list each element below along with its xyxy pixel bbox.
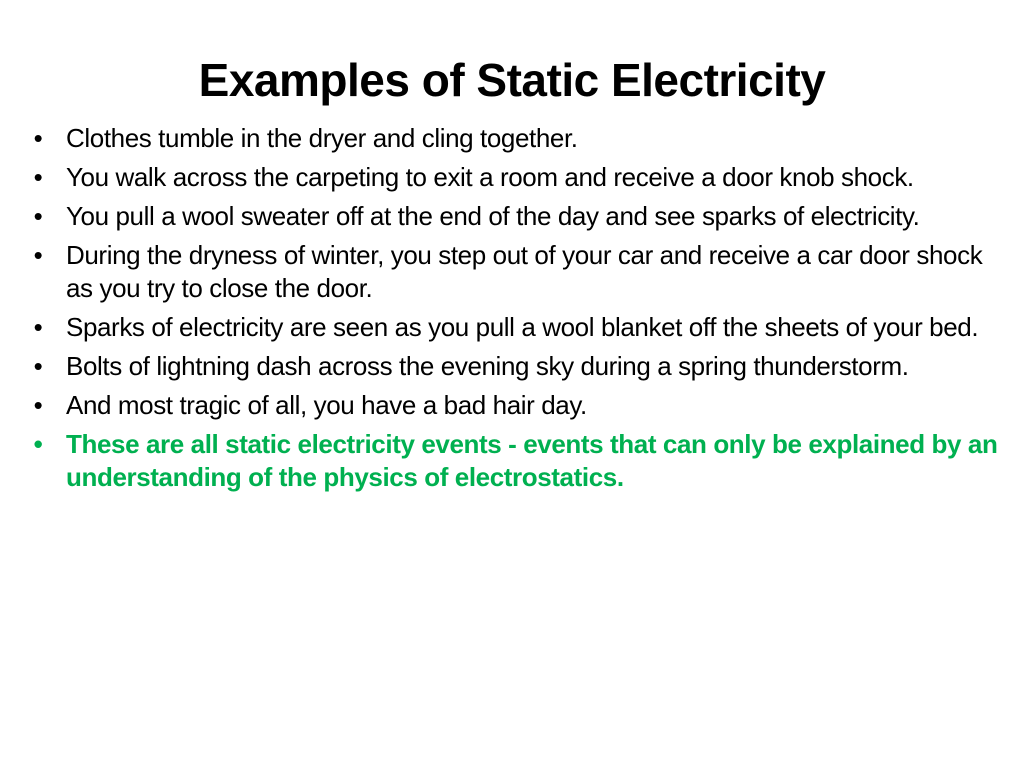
bullet-text: You pull a wool sweater off at the end of the day and see sparks of electricity. — [66, 201, 920, 231]
slide-title: Examples of Static Electricity — [198, 54, 826, 106]
bullet-text: Sparks of electricity are seen as you pull a wool blanket off the sheets of your bed. — [66, 312, 979, 342]
bullet-item — [26, 161, 1001, 194]
bullet-dot-icon: • — [33, 123, 43, 153]
bullet-item — [26, 311, 1001, 344]
bullet-text: During the dryness of winter, you step out of your car and receive a car door shock as you try to close the door. — [66, 240, 983, 303]
bullet-dot-icon: • — [33, 390, 43, 420]
bullet-item — [26, 239, 1001, 305]
bullet-item — [26, 122, 1001, 155]
bullet-item — [26, 350, 1001, 383]
bullet-text: And most tragic of all, you have a bad hair day. — [66, 390, 587, 420]
bullet-list — [26, 122, 1001, 500]
bullet-text: These are all static electricity events - events that can only be explained by an understanding of the physics of electrostatics. — [66, 429, 998, 492]
bullet-text: Bolts of lightning dash across the evening sky during a spring thunderstorm. — [66, 351, 909, 381]
bullet-text: Clothes tumble in the dryer and cling together. — [66, 123, 578, 153]
bullet-dot-icon: • — [33, 429, 43, 459]
bullet-text: You walk across the carpeting to exit a room and receive a door knob shock. — [66, 162, 914, 192]
bullet-dot-icon: • — [33, 162, 43, 192]
bullet-item-conclusion — [26, 428, 1001, 494]
bullet-item — [26, 389, 1001, 422]
bullet-dot-icon: • — [33, 351, 43, 381]
bullet-item — [26, 200, 1001, 233]
bullet-dot-icon: • — [33, 312, 43, 342]
bullet-dot-icon: • — [33, 240, 43, 270]
bullet-dot-icon: • — [33, 201, 43, 231]
